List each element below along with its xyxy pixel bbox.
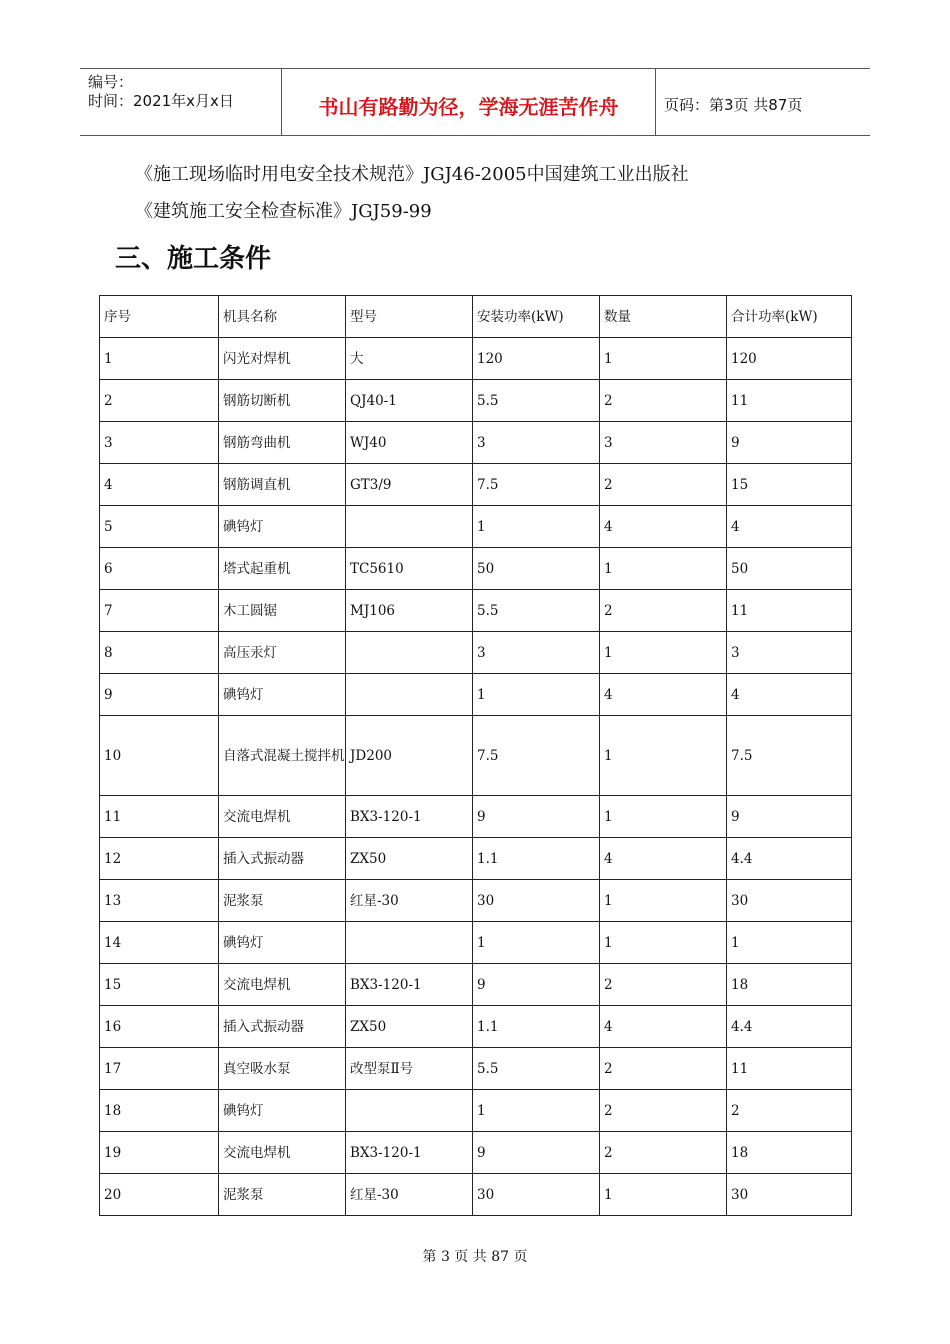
table-cell: 2: [600, 1132, 727, 1174]
page-header: [80, 68, 870, 136]
table-cell: 木工圆锯: [219, 590, 346, 632]
table-cell: 5.5: [473, 590, 600, 632]
table-cell: 4: [727, 506, 852, 548]
table-cell: 1: [473, 1090, 600, 1132]
table-row: [100, 380, 852, 422]
table-cell: 9: [473, 964, 600, 1006]
table-cell: 5.5: [473, 380, 600, 422]
table-row: [100, 422, 852, 464]
table-cell: ZX50: [346, 838, 473, 880]
table-cell: 碘钨灯: [219, 1090, 346, 1132]
table-row: [100, 1006, 852, 1048]
table-cell: 交流电焊机: [219, 964, 346, 1006]
table-cell: 5.5: [473, 1048, 600, 1090]
table-cell: 4: [600, 506, 727, 548]
table-cell: 9: [100, 674, 219, 716]
table-cell: [346, 506, 473, 548]
table-cell: 1: [600, 338, 727, 380]
table-cell: 30: [727, 1174, 852, 1216]
table-cell: 红星-30: [346, 1174, 473, 1216]
table-cell: 16: [100, 1006, 219, 1048]
table-cell: 11: [727, 380, 852, 422]
table-cell: [346, 1090, 473, 1132]
table-cell: 3: [100, 422, 219, 464]
page-footer: 第 3 页 共 87 页: [422, 1249, 528, 1265]
reference-line: 《施工现场临时用电安全技术规范》JGJ46-2005中国建筑工业出版社: [135, 164, 689, 185]
table-cell: 4: [600, 838, 727, 880]
table-cell: 红星-30: [346, 880, 473, 922]
table-row: [100, 922, 852, 964]
table-cell: 自落式混凝土搅拌机: [219, 716, 346, 796]
table-cell: 1: [600, 880, 727, 922]
table-row: [100, 464, 852, 506]
table-cell: 2: [727, 1090, 852, 1132]
table-cell: 2: [600, 1090, 727, 1132]
table-header-cell: 合计功率(kW): [727, 296, 852, 338]
table-cell: 1: [473, 506, 600, 548]
table-cell: 3: [473, 422, 600, 464]
table-cell: 11: [727, 590, 852, 632]
table-cell: 7.5: [727, 716, 852, 796]
table-cell: 9: [727, 796, 852, 838]
table-cell: 4: [600, 1006, 727, 1048]
table-cell: 5: [100, 506, 219, 548]
table-row: [100, 506, 852, 548]
table-row: [100, 338, 852, 380]
table-cell: 13: [100, 880, 219, 922]
table-row: [100, 632, 852, 674]
table-cell: MJ106: [346, 590, 473, 632]
table-cell: 30: [473, 1174, 600, 1216]
table-cell: 4.4: [727, 1006, 852, 1048]
table-cell: TC5610: [346, 548, 473, 590]
table-cell: 15: [100, 964, 219, 1006]
table-cell: 2: [600, 590, 727, 632]
table-cell: 120: [473, 338, 600, 380]
table-cell: 改型泵Ⅱ号: [346, 1048, 473, 1090]
table-cell: 2: [100, 380, 219, 422]
header-slogan: 书山有路勤为径，学海无涯苦作舟: [282, 69, 656, 135]
table-cell: 钢筋弯曲机: [219, 422, 346, 464]
table-cell: BX3-120-1: [346, 796, 473, 838]
header-left: [80, 69, 282, 135]
table-row: [100, 674, 852, 716]
table-cell: 1.1: [473, 1006, 600, 1048]
table-cell: BX3-120-1: [346, 964, 473, 1006]
table-cell: 2: [600, 1048, 727, 1090]
table-header-row: [100, 296, 852, 338]
table-cell: [346, 674, 473, 716]
table-cell: 15: [727, 464, 852, 506]
table-row: [100, 548, 852, 590]
table-header-cell: 安装功率(kW): [473, 296, 600, 338]
table-cell: 泥浆泵: [219, 1174, 346, 1216]
table-cell: 7.5: [473, 464, 600, 506]
table-cell: 泥浆泵: [219, 880, 346, 922]
table-cell: 4.4: [727, 838, 852, 880]
table-cell: 4: [727, 674, 852, 716]
table-cell: 6: [100, 548, 219, 590]
table-cell: 碘钨灯: [219, 674, 346, 716]
table-cell: 钢筋切断机: [219, 380, 346, 422]
table-cell: 1.1: [473, 838, 600, 880]
table-cell: BX3-120-1: [346, 1132, 473, 1174]
table-cell: 1: [600, 632, 727, 674]
equipment-table: [99, 295, 852, 1216]
section-title: 三、施工条件: [115, 244, 272, 274]
table-cell: 3: [600, 422, 727, 464]
table-cell: JD200: [346, 716, 473, 796]
table-cell: 8: [100, 632, 219, 674]
table-cell: GT3/9: [346, 464, 473, 506]
table-cell: 9: [473, 1132, 600, 1174]
table-row: [100, 590, 852, 632]
table-cell: 18: [727, 964, 852, 1006]
reference-line: 《建筑施工安全检查标准》JGJ59-99: [135, 201, 432, 222]
table-cell: 3: [727, 632, 852, 674]
table-cell: 1: [600, 796, 727, 838]
table-cell: WJ40: [346, 422, 473, 464]
document-number-label: 编号：: [88, 73, 134, 91]
table-cell: 9: [727, 422, 852, 464]
table-cell: 插入式振动器: [219, 838, 346, 880]
table-cell: 塔式起重机: [219, 548, 346, 590]
table-cell: 2: [600, 964, 727, 1006]
table-cell: 10: [100, 716, 219, 796]
table-cell: 钢筋调直机: [219, 464, 346, 506]
table-cell: 4: [600, 674, 727, 716]
table-cell: 12: [100, 838, 219, 880]
table-cell: 30: [473, 880, 600, 922]
table-cell: 9: [473, 796, 600, 838]
table-cell: 18: [727, 1132, 852, 1174]
table-cell: 50: [473, 548, 600, 590]
table-cell: 2: [600, 464, 727, 506]
table-cell: 插入式振动器: [219, 1006, 346, 1048]
table-cell: 大: [346, 338, 473, 380]
table-row: [100, 838, 852, 880]
table-row: [100, 964, 852, 1006]
table-cell: 1: [727, 922, 852, 964]
table-row: [100, 1174, 852, 1216]
document-time-label: 时间：2021年x月x日: [88, 92, 234, 110]
table-cell: 1: [600, 1174, 727, 1216]
table-cell: [346, 922, 473, 964]
table-header-cell: 型号: [346, 296, 473, 338]
table-cell: 20: [100, 1174, 219, 1216]
table-cell: 真空吸水泵: [219, 1048, 346, 1090]
table-cell: 7: [100, 590, 219, 632]
table-header-cell: 序号: [100, 296, 219, 338]
table-cell: 30: [727, 880, 852, 922]
table-row: [100, 796, 852, 838]
table-cell: 7.5: [473, 716, 600, 796]
table-cell: [346, 632, 473, 674]
table-cell: 19: [100, 1132, 219, 1174]
table-cell: 120: [727, 338, 852, 380]
table-cell: ZX50: [346, 1006, 473, 1048]
table-cell: 交流电焊机: [219, 796, 346, 838]
table-cell: 18: [100, 1090, 219, 1132]
table-row: [100, 1090, 852, 1132]
table-cell: 1: [600, 716, 727, 796]
table-cell: 碘钨灯: [219, 506, 346, 548]
table-cell: 交流电焊机: [219, 1132, 346, 1174]
table-cell: 1: [473, 922, 600, 964]
table-cell: 1: [600, 922, 727, 964]
table-row: [100, 716, 852, 796]
table-cell: 3: [473, 632, 600, 674]
header-page-info: 页码：第3页 共87页: [664, 95, 803, 114]
table-cell: 14: [100, 922, 219, 964]
table-row: [100, 1048, 852, 1090]
table-cell: 1: [100, 338, 219, 380]
table-cell: 高压汞灯: [219, 632, 346, 674]
table-cell: 50: [727, 548, 852, 590]
table-cell: 2: [600, 380, 727, 422]
table-cell: 11: [727, 1048, 852, 1090]
table-cell: 1: [600, 548, 727, 590]
table-row: [100, 1132, 852, 1174]
table-cell: QJ40-1: [346, 380, 473, 422]
table-row: [100, 880, 852, 922]
table-header-cell: 机具名称: [219, 296, 346, 338]
table-cell: 闪光对焊机: [219, 338, 346, 380]
table-header-cell: 数量: [600, 296, 727, 338]
table-cell: 11: [100, 796, 219, 838]
table-cell: 1: [473, 674, 600, 716]
table-cell: 碘钨灯: [219, 922, 346, 964]
table-cell: 4: [100, 464, 219, 506]
table-cell: 17: [100, 1048, 219, 1090]
